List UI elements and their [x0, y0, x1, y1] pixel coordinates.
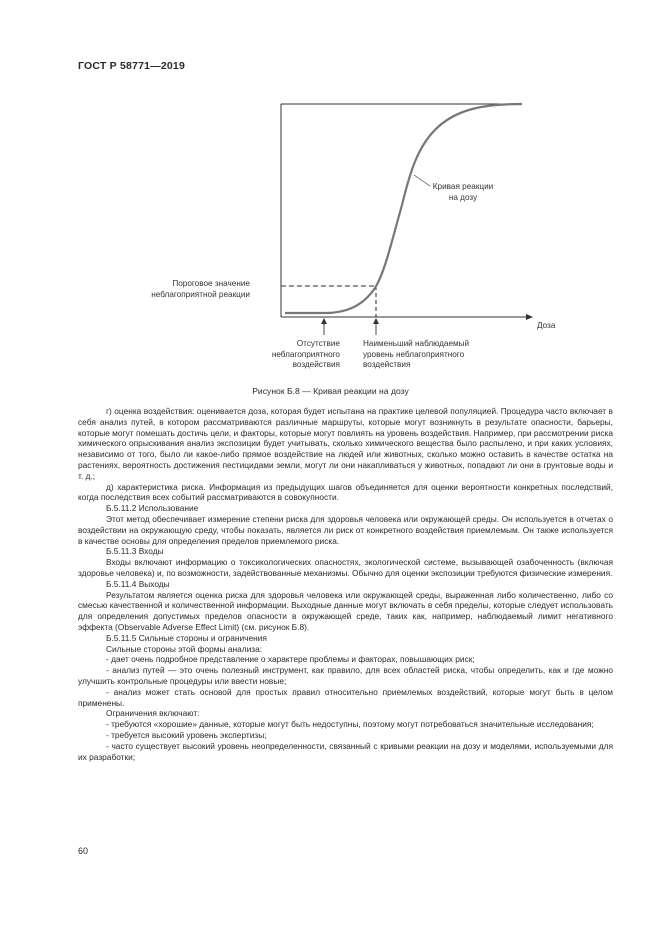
- loael-label: [363, 339, 493, 371]
- section-heading-inputs: Б.5.11.3 Входы: [106, 546, 164, 557]
- section-heading-outputs: Б.5.11.4 Выходы: [106, 578, 170, 589]
- noael-label-line3: воздействия: [292, 360, 340, 369]
- paragraph-limitations-intro: Ограничения включают:: [106, 708, 200, 719]
- section-heading-usage: Б.5.11.2 Использование: [106, 503, 199, 514]
- threshold-label-line1: Пороговое значение: [172, 279, 250, 288]
- loael-label-line2: уровень неблагоприятного: [363, 349, 465, 359]
- curve-label-leader: [414, 175, 430, 186]
- paragraph-outputs: Результатом является оценка риска для здоровья человека или окружающей среды, выраженная либо количественно, либо со смесью качественной и количественной информации. Выходные данные могут включать в себя пределы, которые следует использовать для определения допустимых пределов опасности в окружающей среде, таких как, например, наблюдаемый лимит негативного эффекта (Observable Adverse Effect Limit) (см. рисунок Б.8).: [78, 589, 613, 632]
- loael-arrow-head: [373, 318, 379, 324]
- paragraph-exposure: г) оценка воздействия: оценивается доза, которая будет испытана на практике целевой популяцией. Процедура часто включает в себя анализ путей, в котором рассматриваются различные маршруты, которые могут возникнуть в результате опасности, барьеры, которые могут помешать достичь цели, и факторы, которые могут повлиять на уровень воздействия. Например, при рассмотрении риска химического опрыскивания анализ экспозиции будет учитывать, сколько химического вещества было распылено, и при каких условиях, независимо от того, было ли какое-либо прямое воздействие на людей или животных, сколько можно оставить в качестве остатка на растениях, вероятность достижения пестицидами земли, могут ли они накапливаться у животных, попадают ли они в грунтовые воды и т. д.;: [78, 406, 613, 481]
- noael-label-line2: неблагоприятного: [271, 349, 340, 359]
- document-header: ГОСТ Р 58771—2019: [78, 60, 186, 72]
- dose-response-curve: [285, 104, 522, 313]
- figure-caption: Рисунок Б.8 — Кривая реакции на дозу: [252, 386, 409, 396]
- noael-arrow-head: [321, 318, 327, 324]
- loael-label-line3: воздействия: [363, 360, 411, 369]
- noael-label-line1: Отсутствие: [296, 339, 340, 348]
- page-number: 60: [78, 846, 89, 856]
- paragraph-usage: Этот метод обеспечивает измерение степени риска для здоровья человека или окружающей среды. Он используется в отчетах о воздействии на окружающую среду, чтобы показать, является ли риск от конкретного воздействия приемлемым. Он также используется в качестве основы для определения пределов приемлемого риска.: [78, 513, 613, 546]
- list-item: - анализ может стать основой для простых правил относительно приемлемых воздействий, которые могут быть в целом применены.: [78, 686, 613, 708]
- paragraph-inputs: Входы включают информацию о токсикологических опасностях, экологической системе, вызывающей озабоченность (включая здоровье человека) и, по возможности, задействованные механизмы. Обычно для оценки экспозиции требуются физические измерения.: [78, 557, 613, 578]
- loael-label-line1: Наименьший наблюдаемый: [363, 339, 470, 348]
- dose-response-figure: [0, 0, 661, 400]
- list-item: - дает очень подробное представление о характере проблемы и факторах, повышающих риск;: [106, 654, 475, 665]
- body-text: [78, 406, 613, 762]
- list-item: - анализ путей — это очень полезный инструмент, как правило, для всех областей риска, чтобы определить, как и где можно улучшить контрольные процедуры или ввести новые;: [78, 665, 613, 686]
- threshold-label-line2: неблагоприятной реакции: [151, 289, 250, 299]
- axis-label-dose: Доза: [537, 321, 556, 330]
- noael-label: [252, 339, 340, 371]
- list-item: - часто существует высокий уровень неопределенности, связанный с кривыми реакции на дозу и моделями, используемыми для их разработки;: [78, 740, 613, 762]
- paragraph-risk-characterization: д) характеристика риска. Информация из предыдущих шагов объединяется для оценки вероятности конкретных последствий, когда последствия всех событий рассматриваются в совокупности.: [78, 481, 613, 503]
- list-item: - требуется высокий уровень экспертизы;: [106, 729, 267, 740]
- x-axis-arrow: [526, 314, 533, 320]
- threshold-label: [130, 279, 250, 300]
- curve-label-line1: Кривая реакции: [432, 182, 494, 191]
- list-item: - требуются «хорошие» данные, которые могут быть недоступны, поэтому могут потребоваться значительные исследования;: [106, 719, 594, 730]
- curve-label-line2: на дозу: [448, 192, 478, 202]
- section-heading-strengths: Б.5.11.5 Сильные стороны и ограничения: [106, 632, 267, 643]
- paragraph-strengths-intro: Сильные стороны этой формы анализа:: [106, 643, 263, 654]
- curve-label: [430, 182, 496, 203]
